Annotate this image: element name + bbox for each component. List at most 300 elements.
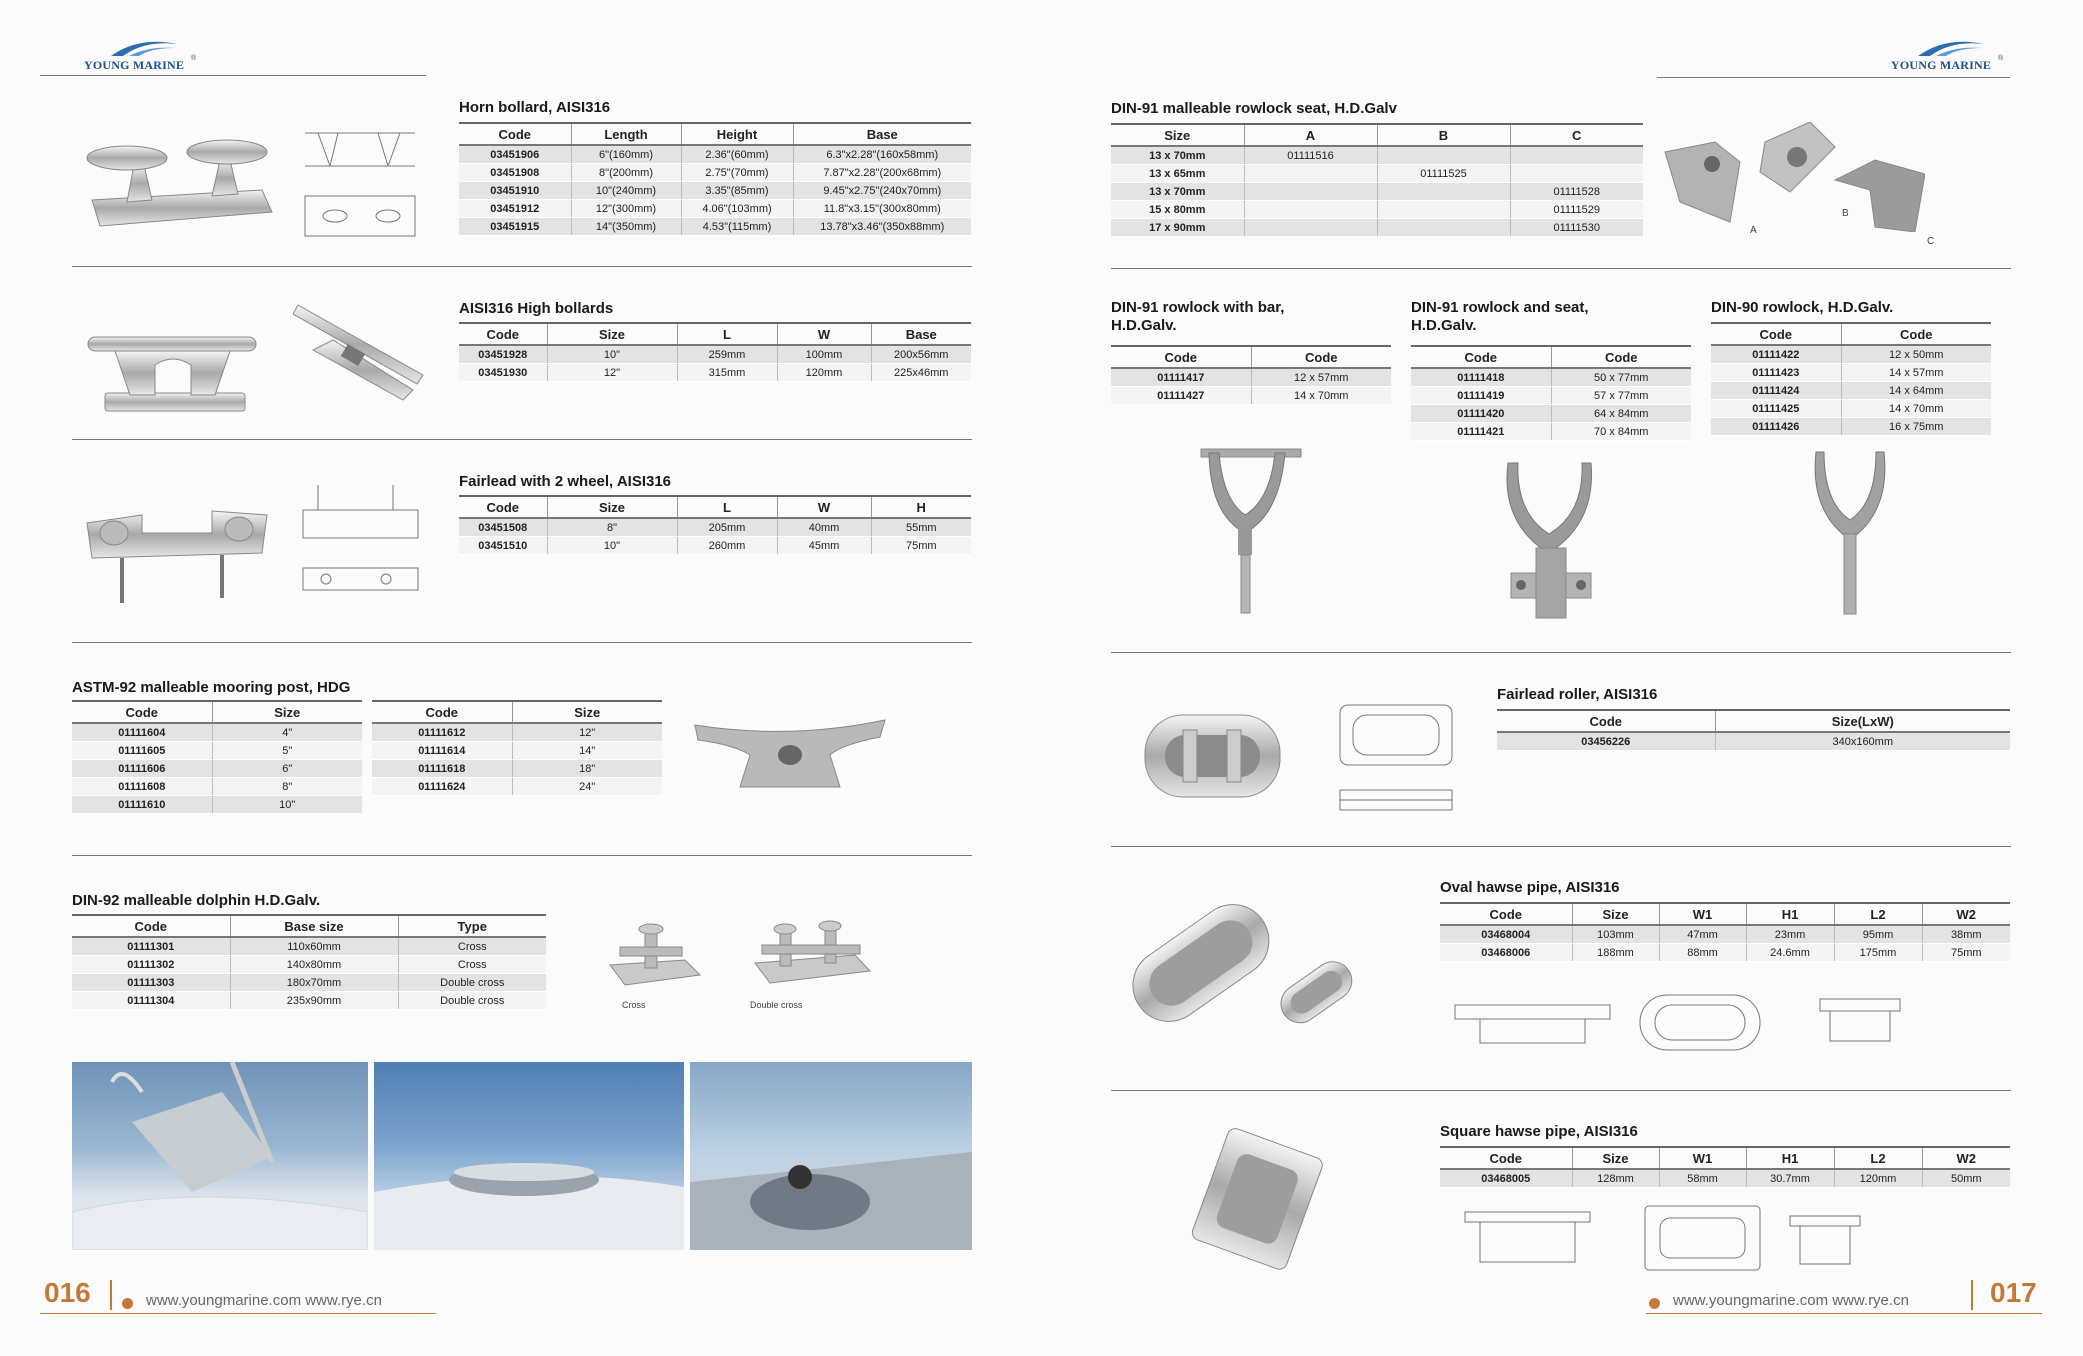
- table-cell: 235x90mm: [230, 992, 398, 1010]
- column-header: Code: [1440, 903, 1572, 925]
- table-cell: 14 x 64mm: [1841, 382, 1991, 400]
- boat-photo-1-illustration: [72, 1062, 368, 1250]
- table-cell: 01111618: [372, 760, 512, 778]
- table-cell: 100mm: [777, 345, 871, 364]
- table-row: [1411, 368, 1691, 387]
- section-divider: [72, 642, 972, 643]
- din90-rowlock-title: DIN-90 rowlock, H.D.Galv.: [1711, 299, 1894, 316]
- column-header: Code: [72, 915, 230, 937]
- section-divider: [1111, 652, 2011, 653]
- table-cell: Double cross: [398, 992, 546, 1010]
- table-cell: [1510, 146, 1643, 165]
- seat-label-a: A: [1750, 225, 1757, 236]
- table-cell: 01111420: [1411, 405, 1551, 423]
- footer-underline: [1646, 1313, 2042, 1314]
- table-row: [1111, 387, 1391, 405]
- din92-dolphin-table: [72, 914, 546, 1010]
- table-row: [1411, 405, 1691, 423]
- column-header: Code: [1411, 346, 1551, 368]
- column-header: Code: [459, 123, 571, 145]
- column-header: Base: [871, 323, 971, 345]
- dolphin-caption-cross: Cross: [622, 1000, 646, 1010]
- boat-photo-2: [374, 1062, 684, 1250]
- header-rule-right: [1657, 77, 2010, 78]
- fairlead-roller-drawing: [1335, 700, 1465, 820]
- table-cell: 01111525: [1377, 165, 1510, 183]
- square-hawse-table: [1440, 1146, 2010, 1188]
- fairlead-roller-title: Fairlead roller, AISI316: [1497, 686, 1658, 703]
- column-header: B: [1377, 124, 1510, 146]
- table-cell: 2.75"(70mm): [681, 164, 793, 182]
- din91-bar-table: [1111, 345, 1391, 405]
- table-row: [459, 518, 971, 537]
- table-cell: 01111423: [1711, 364, 1841, 382]
- column-header: Size: [1572, 903, 1659, 925]
- table-cell: 110x60mm: [230, 937, 398, 956]
- table-cell: [1377, 219, 1510, 237]
- table-cell: 24": [512, 778, 662, 796]
- table-row: [459, 537, 971, 555]
- table-cell: 10": [547, 537, 677, 555]
- column-header: H: [871, 496, 971, 518]
- table-cell: [1244, 165, 1377, 183]
- fairlead-2wheel-photo: [82, 493, 272, 608]
- table-cell: 01111417: [1111, 368, 1251, 387]
- table-row: [459, 164, 971, 182]
- table-row: [1440, 925, 2010, 944]
- table-cell: 01111427: [1111, 387, 1251, 405]
- table-row: [72, 956, 546, 974]
- column-header: L2: [1834, 903, 1922, 925]
- table-cell: 12": [547, 364, 677, 382]
- dolphin-double-cross-photo: [750, 915, 875, 995]
- table-cell: 13 x 70mm: [1111, 183, 1244, 201]
- oval-hawse-photo: [1125, 902, 1365, 1042]
- column-header: Size(LxW): [1715, 710, 2010, 732]
- table-row: [459, 345, 971, 364]
- table-row: [72, 723, 362, 742]
- table-cell: 01111530: [1510, 219, 1643, 237]
- table-cell: 7.87"x2.28"(200x68mm): [793, 164, 971, 182]
- table-cell: 01111424: [1711, 382, 1841, 400]
- table-cell: 45mm: [777, 537, 871, 555]
- globe-icon: [1649, 1298, 1660, 1309]
- table-cell: 58mm: [1659, 1169, 1746, 1188]
- table-cell: [1377, 201, 1510, 219]
- fairlead-2wheel-table: [459, 495, 971, 555]
- globe-icon: [122, 1298, 133, 1309]
- table-cell: 55mm: [871, 518, 971, 537]
- table-cell: 260mm: [677, 537, 777, 555]
- table-cell: 315mm: [677, 364, 777, 382]
- table-cell: Cross: [398, 956, 546, 974]
- table-row: [1111, 146, 1643, 165]
- table-cell: 01111426: [1711, 418, 1841, 436]
- brand-name: YOUNG MARINE: [84, 58, 185, 72]
- column-header: Code: [72, 701, 212, 723]
- table-cell: 188mm: [1572, 944, 1659, 962]
- table-cell: 10": [212, 796, 362, 814]
- table-cell: 14 x 70mm: [1841, 400, 1991, 418]
- table-cell: 01111304: [72, 992, 230, 1010]
- table-cell: 24.6mm: [1746, 944, 1834, 962]
- rowlock-seat-photos: [1660, 122, 1925, 232]
- din90-rowlock-photo: [1810, 448, 1890, 628]
- table-cell: 14 x 57mm: [1841, 364, 1991, 382]
- table-row: [372, 778, 662, 796]
- seat-label-c: C: [1927, 236, 1935, 247]
- rowlock-and-seat-photo: [1496, 458, 1606, 638]
- fairlead-roller-table: [1497, 709, 2010, 751]
- horn-bollard-table: [459, 122, 971, 236]
- din90-rowlock-table: [1711, 322, 1991, 436]
- boat-photo-3: [690, 1062, 972, 1250]
- table-cell: 03451930: [459, 364, 547, 382]
- horn-bollard-drawing: [300, 128, 425, 248]
- table-row: [1440, 944, 2010, 962]
- table-cell: 200x56mm: [871, 345, 971, 364]
- table-cell: 120mm: [1834, 1169, 1922, 1188]
- column-header: H1: [1746, 903, 1834, 925]
- table-row: [459, 200, 971, 218]
- table-cell: 50mm: [1922, 1169, 2010, 1188]
- table-cell: 4": [212, 723, 362, 742]
- table-cell: 9.45"x2.75"(240x70mm): [793, 182, 971, 200]
- column-header: H1: [1746, 1147, 1834, 1169]
- table-cell: 01111302: [72, 956, 230, 974]
- brand-registered: ®: [1998, 55, 2004, 62]
- column-header: Size: [212, 701, 362, 723]
- section-divider: [72, 266, 972, 267]
- table-cell: 8"(200mm): [571, 164, 681, 182]
- table-cell: 01111418: [1411, 368, 1551, 387]
- table-cell: 120mm: [777, 364, 871, 382]
- table-row: [1111, 201, 1643, 219]
- table-cell: 01111604: [72, 723, 212, 742]
- table-cell: 4.53"(115mm): [681, 218, 793, 236]
- column-header: Code: [1711, 323, 1841, 345]
- column-header: Base: [793, 123, 971, 145]
- table-cell: 11.8"x3.15"(300x80mm): [793, 200, 971, 218]
- column-header: W1: [1659, 903, 1746, 925]
- table-row: [1411, 423, 1691, 441]
- brand-registered: ®: [191, 55, 197, 62]
- right-page-number: 017: [1990, 1277, 2037, 1308]
- table-cell: 01111419: [1411, 387, 1551, 405]
- table-cell: 12"(300mm): [571, 200, 681, 218]
- table-cell: 03451510: [459, 537, 547, 555]
- column-header: Type: [398, 915, 546, 937]
- horn-bollard-photo: [72, 130, 277, 230]
- column-header: W: [777, 323, 871, 345]
- table-row: [72, 937, 546, 956]
- left-page-number: 016: [44, 1277, 91, 1308]
- table-cell: 12": [512, 723, 662, 742]
- table-row: [1711, 382, 1991, 400]
- table-row: [1111, 368, 1391, 387]
- table-cell: 6": [212, 760, 362, 778]
- column-header: Size: [547, 323, 677, 345]
- oval-hawse-table: [1440, 902, 2010, 962]
- table-row: [72, 778, 362, 796]
- fairlead-2wheel-drawing: [298, 480, 433, 605]
- table-cell: 01111612: [372, 723, 512, 742]
- column-header: W1: [1659, 1147, 1746, 1169]
- fairlead-2wheel-title: Fairlead with 2 wheel, AISI316: [459, 473, 672, 490]
- mooring-post-photo: [690, 705, 890, 795]
- table-cell: 18": [512, 760, 662, 778]
- table-cell: 8": [547, 518, 677, 537]
- table-row: [459, 182, 971, 200]
- table-row: [459, 364, 971, 382]
- column-header: Code: [1251, 346, 1391, 368]
- high-bollard-angle-photo: [293, 300, 428, 410]
- table-cell: [1244, 183, 1377, 201]
- section-divider: [72, 855, 972, 856]
- column-header: L2: [1834, 1147, 1922, 1169]
- brand-name: YOUNG MARINE: [1891, 58, 1992, 72]
- table-cell: 5": [212, 742, 362, 760]
- table-cell: 57 x 77mm: [1551, 387, 1691, 405]
- boat-photo-2-illustration: [374, 1062, 684, 1250]
- square-hawse-drawing: [1445, 1200, 2005, 1280]
- table-cell: 01111301: [72, 937, 230, 956]
- column-header: L: [677, 323, 777, 345]
- right-logo: [1891, 38, 2011, 70]
- table-cell: 180x70mm: [230, 974, 398, 992]
- astm-post-title: ASTM-92 malleable mooring post, HDG: [72, 679, 351, 696]
- table-cell: 12 x 50mm: [1841, 345, 1991, 364]
- astm-post-table-b: [372, 700, 662, 796]
- table-cell: [1244, 219, 1377, 237]
- boat-photo-1: [72, 1062, 368, 1250]
- column-header: Code: [1440, 1147, 1572, 1169]
- table-cell: 12 x 57mm: [1251, 368, 1391, 387]
- table-row: [372, 760, 662, 778]
- table-cell: 16 x 75mm: [1841, 418, 1991, 436]
- oval-hawse-drawing: [1445, 985, 2005, 1060]
- table-row: [372, 723, 662, 742]
- table-cell: 03451928: [459, 345, 547, 364]
- high-bollards-title: AISI316 High bollards: [459, 300, 614, 317]
- table-cell: 30.7mm: [1746, 1169, 1834, 1188]
- table-row: [459, 145, 971, 164]
- left-logo: [84, 38, 204, 70]
- table-cell: 75mm: [1922, 944, 2010, 962]
- table-cell: 64 x 84mm: [1551, 405, 1691, 423]
- column-header: Height: [681, 123, 793, 145]
- table-row: [72, 796, 362, 814]
- table-cell: 23mm: [1746, 925, 1834, 944]
- column-header: Size: [547, 496, 677, 518]
- table-cell: Double cross: [398, 974, 546, 992]
- section-divider: [1111, 846, 2011, 847]
- column-header: Size: [1572, 1147, 1659, 1169]
- table-row: [1711, 418, 1991, 436]
- section-divider: [1111, 268, 2011, 269]
- wave-logo-icon: [109, 36, 179, 58]
- column-header: Code: [459, 496, 547, 518]
- column-header: Code: [1551, 346, 1691, 368]
- table-cell: [1377, 183, 1510, 201]
- table-cell: 03451508: [459, 518, 547, 537]
- section-divider: [72, 439, 972, 440]
- table-cell: 128mm: [1572, 1169, 1659, 1188]
- footer-underline: [40, 1313, 436, 1314]
- table-cell: 01111529: [1510, 201, 1643, 219]
- table-cell: 15 x 80mm: [1111, 201, 1244, 219]
- table-cell: 40mm: [777, 518, 871, 537]
- table-cell: 01111303: [72, 974, 230, 992]
- table-cell: 01111614: [372, 742, 512, 760]
- din91-seat-table: [1111, 123, 1643, 237]
- boat-photo-3-illustration: [690, 1062, 972, 1250]
- table-cell: 01111516: [1244, 146, 1377, 165]
- table-cell: 50 x 77mm: [1551, 368, 1691, 387]
- table-cell: 2.36"(60mm): [681, 145, 793, 164]
- table-row: [72, 760, 362, 778]
- column-header: L: [677, 496, 777, 518]
- table-cell: 03451912: [459, 200, 571, 218]
- table-cell: 6"(160mm): [571, 145, 681, 164]
- table-cell: 8": [212, 778, 362, 796]
- table-cell: 13 x 70mm: [1111, 146, 1244, 165]
- table-cell: 13.78"x3.46"(350x88mm): [793, 218, 971, 236]
- table-cell: 03456226: [1497, 732, 1715, 751]
- din91-rowlock-seat-title-l1: DIN-91 rowlock and seat,: [1411, 299, 1589, 316]
- table-cell: [1510, 165, 1643, 183]
- din91-rowlock-seat-table: [1411, 345, 1691, 441]
- table-cell: 01111528: [1510, 183, 1643, 201]
- astm-post-table-a: [72, 700, 362, 814]
- column-header: W2: [1922, 903, 2010, 925]
- seat-label-b: B: [1842, 208, 1849, 219]
- table-cell: 01111624: [372, 778, 512, 796]
- table-cell: 259mm: [677, 345, 777, 364]
- column-header: Code: [372, 701, 512, 723]
- column-header: Code: [1841, 323, 1991, 345]
- table-cell: 205mm: [677, 518, 777, 537]
- table-cell: 01111610: [72, 796, 212, 814]
- table-row: [1711, 364, 1991, 382]
- table-row: [72, 742, 362, 760]
- table-cell: 01111608: [72, 778, 212, 796]
- high-bollard-photo: [85, 325, 260, 415]
- din91-seat-title: DIN-91 malleable rowlock seat, H.D.Galv: [1111, 100, 1397, 117]
- table-cell: 4.06"(103mm): [681, 200, 793, 218]
- table-row: [1111, 183, 1643, 201]
- table-cell: 6.3"x2.28"(160x58mm): [793, 145, 971, 164]
- table-cell: 225x46mm: [871, 364, 971, 382]
- table-row: [459, 218, 971, 236]
- table-cell: 03451906: [459, 145, 571, 164]
- table-cell: 17 x 90mm: [1111, 219, 1244, 237]
- table-row: [1711, 345, 1991, 364]
- table-cell: 14 x 70mm: [1251, 387, 1391, 405]
- table-row: [1111, 219, 1643, 237]
- square-hawse-photo: [1178, 1125, 1338, 1270]
- table-cell: 14"(350mm): [571, 218, 681, 236]
- column-header: A: [1244, 124, 1377, 146]
- dolphin-caption-double-cross: Double cross: [750, 1000, 803, 1010]
- table-row: [1411, 387, 1691, 405]
- table-cell: 175mm: [1834, 944, 1922, 962]
- table-cell: 03468006: [1440, 944, 1572, 962]
- section-divider: [1111, 1090, 2011, 1091]
- table-cell: [1377, 146, 1510, 165]
- column-header: Size: [1111, 124, 1244, 146]
- table-cell: 140x80mm: [230, 956, 398, 974]
- dolphin-cross-photo: [605, 915, 705, 995]
- column-header: Size: [512, 701, 662, 723]
- left-footer-url[interactable]: www.youngmarine.com www.rye.cn: [146, 1292, 382, 1309]
- table-cell: 03451915: [459, 218, 571, 236]
- column-header: Code: [459, 323, 547, 345]
- table-cell: 03451908: [459, 164, 571, 182]
- column-header: W2: [1922, 1147, 2010, 1169]
- table-cell: 01111425: [1711, 400, 1841, 418]
- wave-logo-icon: [1916, 36, 1986, 58]
- table-cell: 10"(240mm): [571, 182, 681, 200]
- din91-bar-title-l1: DIN-91 rowlock with bar,: [1111, 299, 1285, 316]
- oval-hawse-title: Oval hawse pipe, AISI316: [1440, 879, 1620, 896]
- column-header: C: [1510, 124, 1643, 146]
- fairlead-roller-photo: [1135, 700, 1285, 820]
- table-cell: 70 x 84mm: [1551, 423, 1691, 441]
- table-cell: 3.35"(85mm): [681, 182, 793, 200]
- column-header: Length: [571, 123, 681, 145]
- high-bollards-table: [459, 322, 971, 382]
- din91-rowlock-seat-title-l2: H.D.Galv.: [1411, 317, 1477, 334]
- din91-bar-title-l2: H.D.Galv.: [1111, 317, 1177, 334]
- table-row: [1711, 400, 1991, 418]
- table-cell: 88mm: [1659, 944, 1746, 962]
- table-row: [1111, 165, 1643, 183]
- table-cell: 10": [547, 345, 677, 364]
- column-header: W: [777, 496, 871, 518]
- table-cell: 14": [512, 742, 662, 760]
- table-row: [72, 992, 546, 1010]
- table-cell: 03451910: [459, 182, 571, 200]
- table-row: [72, 974, 546, 992]
- table-cell: 01111422: [1711, 345, 1841, 364]
- table-cell: 03468005: [1440, 1169, 1572, 1188]
- table-cell: 01111421: [1411, 423, 1551, 441]
- right-footer-url[interactable]: www.youngmarine.com www.rye.cn: [1673, 1292, 1909, 1309]
- square-hawse-title: Square hawse pipe, AISI316: [1440, 1123, 1638, 1140]
- column-header: Code: [1111, 346, 1251, 368]
- table-cell: 47mm: [1659, 925, 1746, 944]
- table-cell: 75mm: [871, 537, 971, 555]
- header-rule-left: [40, 75, 426, 76]
- table-cell: Cross: [398, 937, 546, 956]
- din92-dolphin-title: DIN-92 malleable dolphin H.D.Galv.: [72, 892, 321, 909]
- rowlock-with-bar-photo: [1195, 435, 1305, 625]
- table-cell: 340x160mm: [1715, 732, 2010, 751]
- table-cell: 38mm: [1922, 925, 2010, 944]
- footer-divider: [110, 1280, 112, 1310]
- table-row: [1440, 1169, 2010, 1188]
- column-header: Base size: [230, 915, 398, 937]
- table-row: [1497, 732, 2010, 751]
- table-cell: 03468004: [1440, 925, 1572, 944]
- column-header: Code: [1497, 710, 1715, 732]
- table-cell: 103mm: [1572, 925, 1659, 944]
- table-row: [372, 742, 662, 760]
- horn-bollard-title: Horn bollard, AISI316: [459, 99, 611, 116]
- table-cell: 13 x 65mm: [1111, 165, 1244, 183]
- table-cell: 95mm: [1834, 925, 1922, 944]
